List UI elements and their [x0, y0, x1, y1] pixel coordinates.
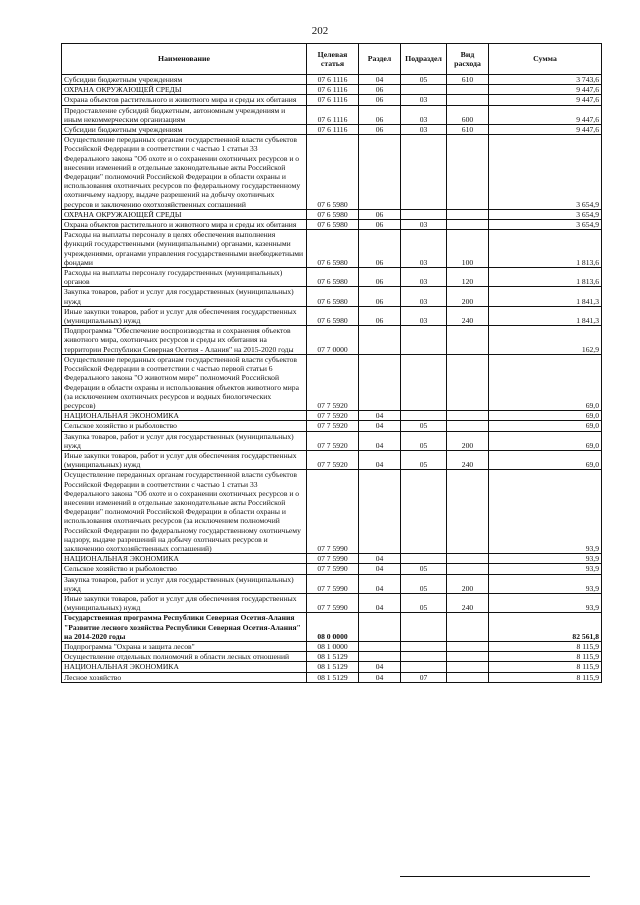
cell-sum: 3 654,9 — [489, 209, 602, 219]
cell-sum: 8 115,9 — [489, 672, 602, 682]
cell-subsection — [401, 470, 447, 554]
table-row — [62, 652, 602, 662]
cell-target: 07 6 1116 — [307, 75, 359, 85]
cell-sum: 9 447,6 — [489, 85, 602, 95]
table-row — [62, 105, 602, 124]
cell-target: 07 6 5980 — [307, 306, 359, 325]
cell-section: 04 — [359, 450, 401, 469]
header-section: Раздел — [359, 44, 401, 75]
cell-subsection: 05 — [401, 421, 447, 431]
cell-subsection: 07 — [401, 672, 447, 682]
cell-target: 07 7 5920 — [307, 450, 359, 469]
cell-subsection: 03 — [401, 306, 447, 325]
cell-subsection — [401, 135, 447, 210]
cell-target: 07 6 5980 — [307, 268, 359, 287]
cell-subsection: 05 — [401, 450, 447, 469]
cell-section: 06 — [359, 268, 401, 287]
cell-exp-type: 240 — [447, 450, 489, 469]
cell-subsection: 05 — [401, 593, 447, 612]
table-row — [62, 306, 602, 325]
header-target: Целевая статья — [307, 44, 359, 75]
table-row — [62, 411, 602, 421]
cell-name: Осуществление переданных органам государственной власти субъектов Российской Федерации в соответствии с частью первой статьи 6 Федерального закона "О животном мире" полномочий Российской Федерации в области охраны и использования объектов животного мира (за исключением охотничьих ресурсов и водных биологических ресурсов) — [62, 354, 307, 410]
table-row — [62, 287, 602, 306]
cell-exp-type — [447, 564, 489, 574]
cell-sum: 82 561,8 — [489, 613, 602, 642]
cell-target: 07 6 1116 — [307, 85, 359, 95]
cell-sum: 8 115,9 — [489, 662, 602, 672]
cell-target: 08 1 5129 — [307, 652, 359, 662]
cell-section — [359, 470, 401, 554]
cell-name: Осуществление переданных органам государственной власти субъектов Российской Федерации в соответствии с частью 1 статьи 33 Федерального закона "Об охоте и о сохранении охотничьих ресурсов и о внесении изменений в отдельные законодательные акты Российской Федерации" полномочий Российской Федерации в области охраны и использования охотничьих ресурсов (за исключением полномочий Российской Федерации по федеральному государственному охотничьему надзору, выдаче разрешений на добычу охотничьих ресурсов и заключению охотхозяйственных соглашений) — [62, 470, 307, 554]
cell-subsection — [401, 554, 447, 564]
cell-subsection: 05 — [401, 564, 447, 574]
cell-name: Расходы на выплаты персоналу государственных (муниципальных) органов — [62, 268, 307, 287]
cell-sum: 8 115,9 — [489, 652, 602, 662]
cell-target: 07 7 5990 — [307, 554, 359, 564]
cell-section: 04 — [359, 75, 401, 85]
cell-sum: 69,0 — [489, 354, 602, 410]
cell-section: 04 — [359, 574, 401, 593]
table-row — [62, 470, 602, 554]
cell-name: Субсидии бюджетным учреждениям — [62, 125, 307, 135]
cell-exp-type: 610 — [447, 75, 489, 85]
cell-subsection — [401, 641, 447, 651]
cell-exp-type: 120 — [447, 268, 489, 287]
table-row — [62, 431, 602, 450]
cell-section: 06 — [359, 85, 401, 95]
cell-target: 08 1 5129 — [307, 672, 359, 682]
table-body — [62, 75, 602, 683]
cell-target: 07 6 5980 — [307, 209, 359, 219]
cell-sum: 3 654,9 — [489, 220, 602, 230]
cell-section — [359, 613, 401, 642]
table-row — [62, 613, 602, 642]
cell-name: Иные закупки товаров, работ и услуг для обеспечения государственных (муниципальных) нужд — [62, 593, 307, 612]
cell-target: 07 7 5920 — [307, 431, 359, 450]
header-subsection: Подраздел — [401, 44, 447, 75]
cell-exp-type — [447, 354, 489, 410]
cell-sum: 69,0 — [489, 411, 602, 421]
cell-name: ОХРАНА ОКРУЖАЮЩЕЙ СРЕДЫ — [62, 85, 307, 95]
cell-sum: 9 447,6 — [489, 95, 602, 105]
table-header-row — [62, 44, 602, 75]
table-row — [62, 85, 602, 95]
cell-target: 08 1 5129 — [307, 662, 359, 672]
table-row — [62, 135, 602, 210]
table-row — [62, 564, 602, 574]
cell-section: 06 — [359, 125, 401, 135]
cell-name: Осуществление переданных органам государственной власти субъектов Российской Федерации в соответствии с частью 1 статьи 33 Федерального закона "Об охоте и о сохранении охотничьих ресурсов и о внесении изменений в отдельные законодательные акты Российской Федерации" полномочий Российской Федерации в области охраны и использования охотничьих ресурсов по федеральному государственному охотничьему надзору, выдаче разрешений на добычу охотничьих ресурсов и заключению охотхозяйственных соглашений — [62, 135, 307, 210]
cell-section — [359, 135, 401, 210]
cell-section: 06 — [359, 287, 401, 306]
cell-exp-type — [447, 662, 489, 672]
cell-name: Охрана объектов растительного и животного мира и среды их обитания — [62, 95, 307, 105]
cell-name: Охрана объектов растительного и животного мира и среды их обитания — [62, 220, 307, 230]
cell-subsection — [401, 209, 447, 219]
cell-subsection: 03 — [401, 125, 447, 135]
cell-name: Иные закупки товаров, работ и услуг для обеспечения государственных (муниципальных) нужд — [62, 306, 307, 325]
cell-target: 07 6 5980 — [307, 287, 359, 306]
cell-name: Закупка товаров, работ и услуг для государственных (муниципальных) нужд — [62, 287, 307, 306]
cell-exp-type — [447, 209, 489, 219]
table-row — [62, 230, 602, 268]
table-row — [62, 95, 602, 105]
cell-subsection: 05 — [401, 574, 447, 593]
table-row — [62, 220, 602, 230]
cell-sum: 162,9 — [489, 326, 602, 355]
cell-sum: 93,9 — [489, 564, 602, 574]
table-row — [62, 662, 602, 672]
cell-section — [359, 326, 401, 355]
cell-exp-type — [447, 613, 489, 642]
cell-exp-type — [447, 411, 489, 421]
table-row — [62, 326, 602, 355]
cell-name: ОХРАНА ОКРУЖАЮЩЕЙ СРЕДЫ — [62, 209, 307, 219]
cell-name: Субсидии бюджетным учреждениям — [62, 75, 307, 85]
cell-sum: 1 813,6 — [489, 230, 602, 268]
cell-section: 06 — [359, 209, 401, 219]
cell-target: 07 7 5920 — [307, 421, 359, 431]
footer-rule — [400, 876, 590, 877]
cell-subsection: 03 — [401, 105, 447, 124]
cell-subsection: 03 — [401, 220, 447, 230]
cell-section: 04 — [359, 421, 401, 431]
cell-exp-type — [447, 95, 489, 105]
cell-name: Лесное хозяйство — [62, 672, 307, 682]
cell-target: 07 7 5920 — [307, 411, 359, 421]
cell-exp-type: 240 — [447, 306, 489, 325]
cell-section: 04 — [359, 564, 401, 574]
cell-subsection: 03 — [401, 230, 447, 268]
cell-exp-type — [447, 641, 489, 651]
table-row — [62, 641, 602, 651]
cell-name: Сельское хозяйство и рыболовство — [62, 421, 307, 431]
cell-subsection: 05 — [401, 75, 447, 85]
cell-target: 07 6 1116 — [307, 95, 359, 105]
cell-sum: 9 447,6 — [489, 105, 602, 124]
cell-target: 07 6 5980 — [307, 230, 359, 268]
cell-section: 04 — [359, 672, 401, 682]
cell-target: 07 6 5980 — [307, 135, 359, 210]
cell-exp-type: 600 — [447, 105, 489, 124]
cell-subsection — [401, 326, 447, 355]
cell-name: Подпрограмма "Охрана и защита лесов" — [62, 641, 307, 651]
cell-subsection — [401, 652, 447, 662]
cell-section: 06 — [359, 95, 401, 105]
cell-subsection — [401, 411, 447, 421]
cell-name: НАЦИОНАЛЬНАЯ ЭКОНОМИКА — [62, 411, 307, 421]
cell-exp-type: 200 — [447, 287, 489, 306]
cell-section: 06 — [359, 306, 401, 325]
cell-target: 07 7 5990 — [307, 564, 359, 574]
cell-section: 04 — [359, 593, 401, 612]
cell-name: Государственная программа Республики Северная Осетия-Алания "Развитие лесного хозяйства Республики Северная Осетия-Алания" на 2014-2020 годы — [62, 613, 307, 642]
cell-sum: 3 743,6 — [489, 75, 602, 85]
table-row — [62, 672, 602, 682]
cell-section — [359, 641, 401, 651]
cell-name: НАЦИОНАЛЬНАЯ ЭКОНОМИКА — [62, 554, 307, 564]
cell-target: 07 7 5990 — [307, 574, 359, 593]
cell-sum: 93,9 — [489, 554, 602, 564]
cell-section: 04 — [359, 411, 401, 421]
cell-sum: 69,0 — [489, 421, 602, 431]
cell-sum: 93,9 — [489, 574, 602, 593]
cell-target: 07 6 1116 — [307, 105, 359, 124]
cell-subsection: 05 — [401, 431, 447, 450]
page-number: 202 — [311, 25, 329, 37]
cell-sum: 69,0 — [489, 450, 602, 469]
header-exp-type: Вид расхода — [447, 44, 489, 75]
table-row — [62, 421, 602, 431]
cell-name: Закупка товаров, работ и услуг для государственных (муниципальных) нужд — [62, 574, 307, 593]
cell-sum: 69,0 — [489, 431, 602, 450]
cell-section: 04 — [359, 662, 401, 672]
cell-name: Расходы на выплаты персоналу в целях обеспечения выполнения функций государственными (муниципальными) органами, казенными учреждениями, органами управления государственными внебюджетными фондами — [62, 230, 307, 268]
cell-exp-type — [447, 135, 489, 210]
cell-name: Подпрограмма "Обеспечение воспроизводства и сохранения объектов животного мира, охотничьих ресурсов и среды их обитания на территории Республики Северная Осетия - Алания" на 2015-2020 годы — [62, 326, 307, 355]
cell-sum: 93,9 — [489, 593, 602, 612]
cell-section: 04 — [359, 431, 401, 450]
cell-exp-type: 100 — [447, 230, 489, 268]
table-row — [62, 554, 602, 564]
cell-exp-type: 200 — [447, 431, 489, 450]
cell-target: 07 7 5920 — [307, 354, 359, 410]
cell-target: 07 7 5990 — [307, 470, 359, 554]
cell-section: 06 — [359, 230, 401, 268]
cell-sum: 93,9 — [489, 470, 602, 554]
cell-sum: 9 447,6 — [489, 125, 602, 135]
cell-sum: 1 841,3 — [489, 287, 602, 306]
cell-subsection — [401, 613, 447, 642]
cell-exp-type — [447, 85, 489, 95]
cell-sum: 3 654,9 — [489, 135, 602, 210]
cell-target: 07 6 5980 — [307, 220, 359, 230]
table-row — [62, 209, 602, 219]
cell-name: Закупка товаров, работ и услуг для государственных (муниципальных) нужд — [62, 431, 307, 450]
cell-target: 08 1 0000 — [307, 641, 359, 651]
table-row — [62, 125, 602, 135]
cell-sum: 1 813,6 — [489, 268, 602, 287]
cell-sum: 1 841,3 — [489, 306, 602, 325]
cell-exp-type — [447, 652, 489, 662]
cell-name: Сельское хозяйство и рыболовство — [62, 564, 307, 574]
cell-section — [359, 354, 401, 410]
cell-sum: 8 115,9 — [489, 641, 602, 651]
cell-name: НАЦИОНАЛЬНАЯ ЭКОНОМИКА — [62, 662, 307, 672]
cell-target: 08 0 0000 — [307, 613, 359, 642]
cell-section: 06 — [359, 105, 401, 124]
cell-subsection: 03 — [401, 95, 447, 105]
cell-target: 07 6 1116 — [307, 125, 359, 135]
budget-table — [61, 43, 602, 683]
cell-name: Предоставление субсидий бюджетным, автономным учреждениям и иным некоммерческим организациям — [62, 105, 307, 124]
cell-exp-type — [447, 672, 489, 682]
table-row — [62, 354, 602, 410]
cell-subsection — [401, 85, 447, 95]
table-row — [62, 75, 602, 85]
cell-target: 07 7 5990 — [307, 593, 359, 612]
cell-exp-type — [447, 421, 489, 431]
table-row — [62, 450, 602, 469]
cell-exp-type — [447, 220, 489, 230]
table-row — [62, 268, 602, 287]
cell-subsection: 03 — [401, 287, 447, 306]
cell-subsection — [401, 354, 447, 410]
cell-exp-type: 610 — [447, 125, 489, 135]
header-sum: Сумма — [489, 44, 602, 75]
cell-section — [359, 652, 401, 662]
table-row — [62, 593, 602, 612]
cell-section: 06 — [359, 220, 401, 230]
cell-subsection: 03 — [401, 268, 447, 287]
cell-exp-type — [447, 326, 489, 355]
table-row — [62, 574, 602, 593]
cell-subsection — [401, 662, 447, 672]
header-name: Наименование — [62, 44, 307, 75]
cell-name: Осуществление отдельных полномочий в области лесных отношений — [62, 652, 307, 662]
cell-exp-type: 240 — [447, 593, 489, 612]
cell-exp-type — [447, 470, 489, 554]
cell-section: 04 — [359, 554, 401, 564]
cell-exp-type: 200 — [447, 574, 489, 593]
cell-name: Иные закупки товаров, работ и услуг для обеспечения государственных (муниципальных) нужд — [62, 450, 307, 469]
cell-target: 07 7 0000 — [307, 326, 359, 355]
cell-exp-type — [447, 554, 489, 564]
